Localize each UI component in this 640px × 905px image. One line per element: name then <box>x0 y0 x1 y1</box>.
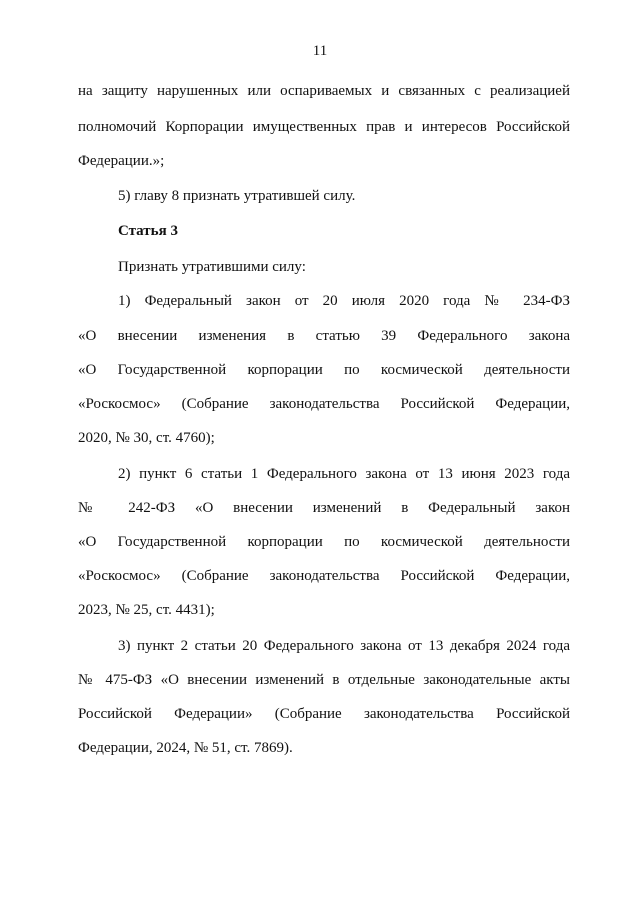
text-line: 2) пункт 6 статьи 1 Федерального закона от 13 июня 2023 года <box>118 466 570 482</box>
text-line: на защиту нарушенных или оспариваемых и связанных с реализацией <box>78 83 570 99</box>
text-line: 5) главу 8 признать утратившей силу. <box>118 188 356 204</box>
text-line: Признать утратившими силу: <box>118 259 306 275</box>
text-line: № 475-ФЗ «О внесении изменений в отдельные законодательные акты <box>78 672 570 688</box>
text-line: «О Государственной корпорации по космической деятельности <box>78 362 570 378</box>
text-line: Российской Федерации» (Собрание законодательства Российской <box>78 706 570 722</box>
page-number: 11 <box>312 43 328 59</box>
text-line: «Роскосмос» (Собрание законодательства Российской Федерации, <box>78 396 570 412</box>
text-line: 2023, № 25, ст. 4431); <box>78 602 215 618</box>
text-line: «О внесении изменения в статью 39 Федерального закона <box>78 328 570 344</box>
text-line: № 242-ФЗ «О внесении изменений в Федеральный закон <box>78 500 570 516</box>
text-line: Федерации, 2024, № 51, ст. 7869). <box>78 740 293 756</box>
text-line: 1) Федеральный закон от 20 июля 2020 года № 234-ФЗ <box>118 293 570 309</box>
article-heading: Статья 3 <box>118 223 178 239</box>
text-line: «О Государственной корпорации по космической деятельности <box>78 534 570 550</box>
text-line: Федерации.»; <box>78 153 165 169</box>
text-line: «Роскосмос» (Собрание законодательства Российской Федерации, <box>78 568 570 584</box>
text-line: 2020, № 30, ст. 4760); <box>78 430 215 446</box>
text-line: полномочий Корпорации имущественных прав и интересов Российской <box>78 119 570 135</box>
text-line: 3) пункт 2 статьи 20 Федерального закона от 13 декабря 2024 года <box>118 638 570 654</box>
